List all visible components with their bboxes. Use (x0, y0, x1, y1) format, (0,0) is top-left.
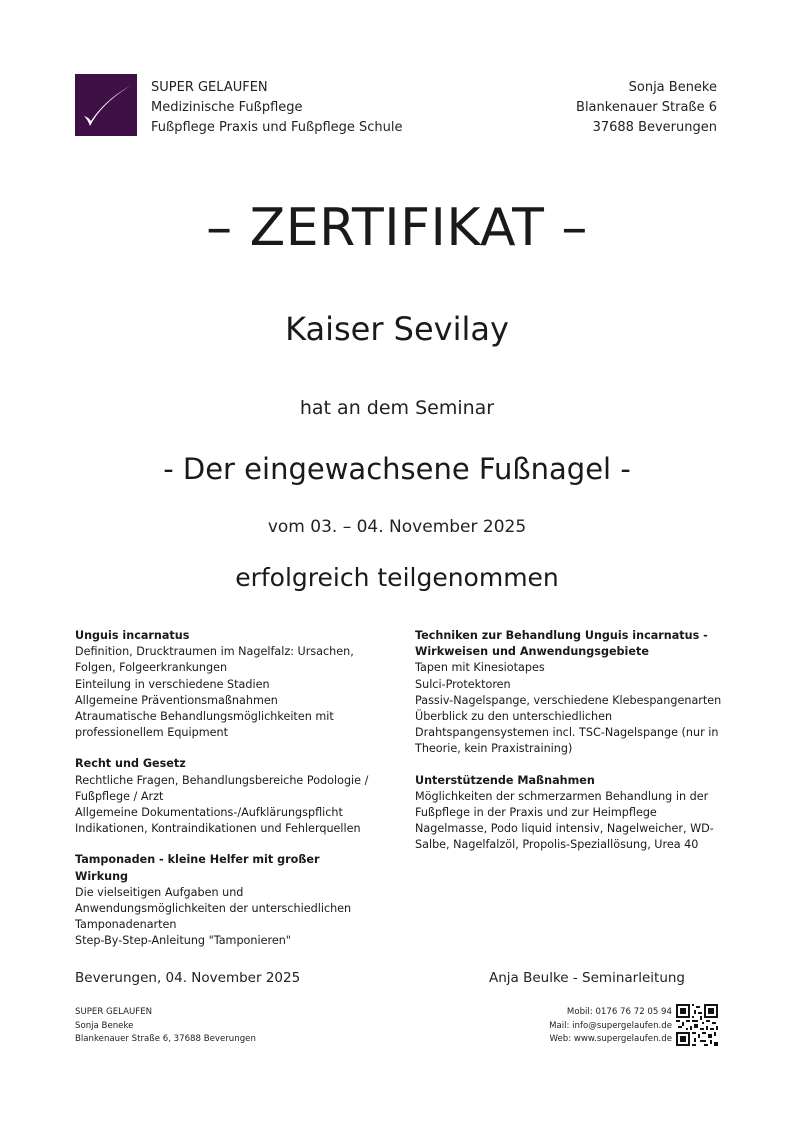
owner-name: Sonja Beneke (628, 80, 717, 95)
topic-line: Fußpflege in der Praxis und zur Heimpflege (415, 806, 657, 820)
topic-heading: Techniken zur Behandlung Unguis incarnatus - (415, 629, 708, 642)
topic-line: Atraumatische Behandlungsmöglichkeiten mit (75, 710, 334, 724)
topic-line: Möglichkeiten der schmerzarmen Behandlung in der (415, 789, 709, 803)
seminar-title: - Der eingewachsene Fußnagel - (163, 452, 631, 486)
topic-line: Fußpflege / Arzt (75, 789, 164, 803)
topic-section (75, 852, 375, 949)
qr-code-icon (676, 1004, 718, 1046)
certificate-title: – ZERTIFIKAT – (206, 198, 588, 258)
content-column-right (415, 628, 725, 869)
topic-line: Passiv-Nagelspange, verschiedene Klebespangenarten (415, 693, 722, 707)
topic-section (75, 756, 375, 837)
topic-section (415, 773, 725, 854)
topic-line: Überblick zu den unterschiedlichen (415, 710, 613, 724)
contact-mobile: Mobil: 0176 76 72 05 94 (566, 1007, 672, 1017)
imprint-company: SUPER GELAUFEN (75, 1007, 153, 1017)
topic-line: Nagelmasse, Podo liquid intensiv, Nagelweicher, WD- (415, 822, 714, 836)
company-name: SUPER GELAUFEN (151, 80, 268, 95)
topic-line: Sulci-Protektoren (415, 677, 511, 691)
topic-line: Die vielseitigen Aufgaben und (75, 885, 244, 899)
topic-line: Salbe, Nagelfalzöl, Propolis-Speziallösung, Urea 40 (415, 838, 699, 852)
header-address-block (576, 78, 717, 138)
topic-line: Tamponadenarten (75, 918, 177, 932)
completion-text: erfolgreich teilgenommen (235, 563, 559, 592)
signature-line: Anja Beulke - Seminarleitung (488, 970, 685, 986)
topic-line: Rechtliche Fragen, Behandlungsbereiche Podologie / (75, 773, 369, 787)
seminar-dates: vom 03. – 04. November 2025 (267, 517, 527, 537)
street-address: Blankenauer Straße 6 (576, 100, 717, 115)
topic-section (75, 628, 375, 741)
checkmark-logo-icon (75, 74, 137, 136)
topic-line: Step-By-Step-Anleitung "Tamponieren" (75, 934, 291, 948)
topic-line: Folgen, Folgeerkrankungen (75, 661, 228, 675)
company-subtitle: Fußpflege Praxis und Fußpflege Schule (151, 120, 403, 135)
topic-heading: Unguis incarnatus (75, 629, 190, 642)
topic-section (415, 628, 725, 758)
imprint-street: Blankenauer Straße 6, 37688 Beverungen (75, 1034, 256, 1044)
postal-city: 37688 Beverungen (592, 120, 717, 135)
topic-line: professionellem Equipment (75, 726, 228, 740)
imprint-owner: Sonja Beneke (75, 1020, 134, 1031)
contact-mail: Mail: info@supergelaufen.de (549, 1020, 672, 1031)
topic-heading: Unterstützende Maßnahmen (415, 773, 595, 787)
topic-line: Indikationen, Kontraindikationen und Fehlerquellen (75, 822, 361, 836)
contact-web: Web: www.supergelaufen.de (549, 1034, 672, 1044)
topic-heading: Recht und Gesetz (75, 757, 186, 771)
imprint-contact (549, 1006, 672, 1047)
topic-line: Anwendungsmöglichkeiten der unterschiedlichen (75, 902, 352, 916)
header-company-block (151, 78, 403, 138)
topic-line: Einteilung in verschiedene Stadien (75, 677, 270, 691)
topic-heading: Wirkweisen und Anwendungsgebiete (415, 645, 649, 659)
intro-text: hat an dem Seminar (299, 397, 495, 419)
participant-name: Kaiser Sevilay (285, 310, 509, 348)
imprint-address (75, 1006, 256, 1047)
place-and-date: Beverungen, 04. November 2025 (75, 970, 301, 986)
topic-line: Definition, Drucktraumen im Nagelfalz: Ursachen, (75, 645, 354, 659)
topic-line: Theorie, kein Praxistraining) (415, 742, 573, 756)
content-column-left (75, 628, 375, 965)
topic-heading: Tamponaden - kleine Helfer mit großer Wirkung (75, 853, 320, 883)
topic-line: Drahtspangensystemen incl. TSC-Nagelspange (nur in (415, 726, 719, 740)
company-tagline: Medizinische Fußpflege (151, 100, 303, 115)
topic-line: Tapen mit Kinesiotapes (415, 661, 545, 675)
topic-line: Allgemeine Dokumentations-/Aufklärungspflicht (75, 806, 343, 820)
topic-line: Allgemeine Präventionsmaßnahmen (75, 693, 278, 707)
